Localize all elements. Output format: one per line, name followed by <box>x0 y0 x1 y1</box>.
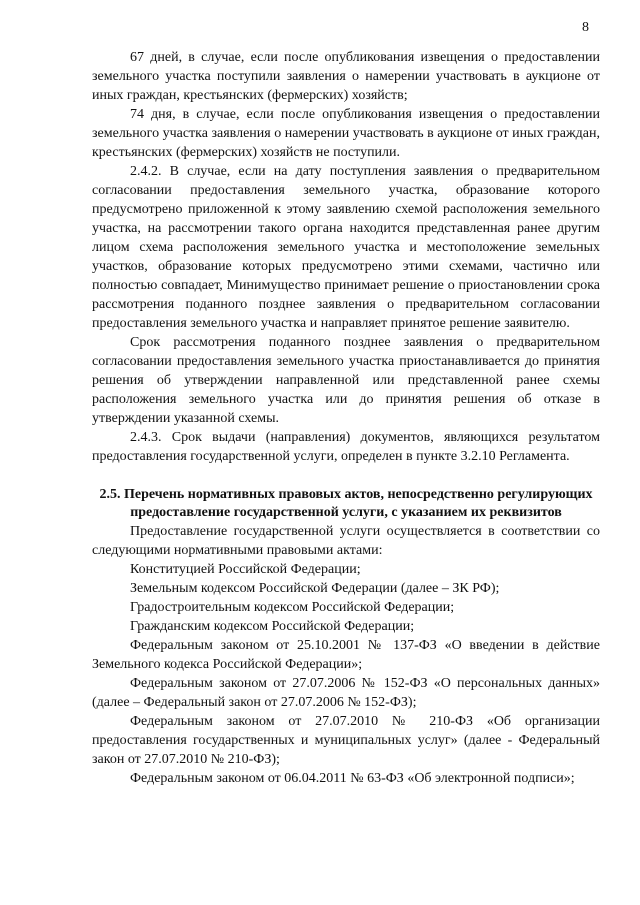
list-item: Федеральным законом от 27.07.2010 № 210-ФЗ «Об организации предоставления государственных и муниципальных услуг» (далее - Федеральный закон от 27.07.2010 № 210-ФЗ); <box>92 714 600 767</box>
page-number: 8 <box>582 20 589 35</box>
list-item: Федеральным законом от 25.10.2001 № 137-ФЗ «О введении в действие Земельного кодекса Российской Федерации»; <box>92 638 600 672</box>
list-item: Земельным кодексом Российской Федерации (далее – ЗК РФ); <box>130 581 500 596</box>
paragraph: 2.4.3. Срок выдачи (направления) документов, являющихся результатом предоставления государственной услуги, определен в пункте 3.2.10 Регламента. <box>92 430 600 464</box>
list-item: Гражданским кодексом Российской Федерации; <box>130 619 415 634</box>
paragraph: 74 дня, в случае, если после опубликования извещения о предоставлении земельного участка заявления о намерении участвовать в аукционе от иных граждан, крестьянских (фермерских) хозяйств не поступили. <box>92 107 600 160</box>
paragraph: 67 дней, в случае, если после опубликования извещения о предоставлении земельного участка поступили заявления о намерении участвовать в аукционе от иных граждан, крестьянских (фермерских) хозяйств; <box>92 50 600 103</box>
document-body <box>92 48 600 788</box>
list-item: Градостроительным кодексом Российской Федерации; <box>130 600 455 615</box>
paragraph: Предоставление государственной услуги осуществляется в соответствии со следующими нормативными правовыми актами: <box>92 524 600 558</box>
paragraph: Срок рассмотрения поданного позднее заявления о предварительном согласовании предоставления земельного участка приостанавливается до принятия решения об утверждении направленной или представленной ранее схемы расположения земельного участка или до принятия решения об отказе в утверждении указанной схемы. <box>92 335 600 426</box>
list-item: Федеральным законом от 06.04.2011 № 63-ФЗ «Об электронной подписи»; <box>130 771 575 786</box>
paragraph: 2.4.2. В случае, если на дату поступления заявления о предварительном согласовании предоставления земельного участка, образование которого предусмотрено приложенной к этому заявлению схемой расположения земельного участка, на рассмотрении такого органа находится представленная ранее другим лицом схема расположения земельного участка и местоположение земельных участков, образование которых предусмотрено этими схемами, частично или полностью совпадает, Минимущество принимает решение о приостановлении срока рассмотрения поданного позднее заявления о предварительном согласовании предоставления земельного участка и направляет принятое решение заявителю. <box>92 164 600 331</box>
list-item: Федеральным законом от 27.07.2006 № 152-ФЗ «О персональных данных» (далее – Федеральный закон от 27.07.2006 № 152-ФЗ); <box>92 676 600 710</box>
section-heading: 2.5. Перечень нормативных правовых актов, непосредственно регулирующих предоставление государственной услуги, с указанием их реквизитов <box>99 487 593 520</box>
list-item: Конституцией Российской Федерации; <box>130 562 361 577</box>
